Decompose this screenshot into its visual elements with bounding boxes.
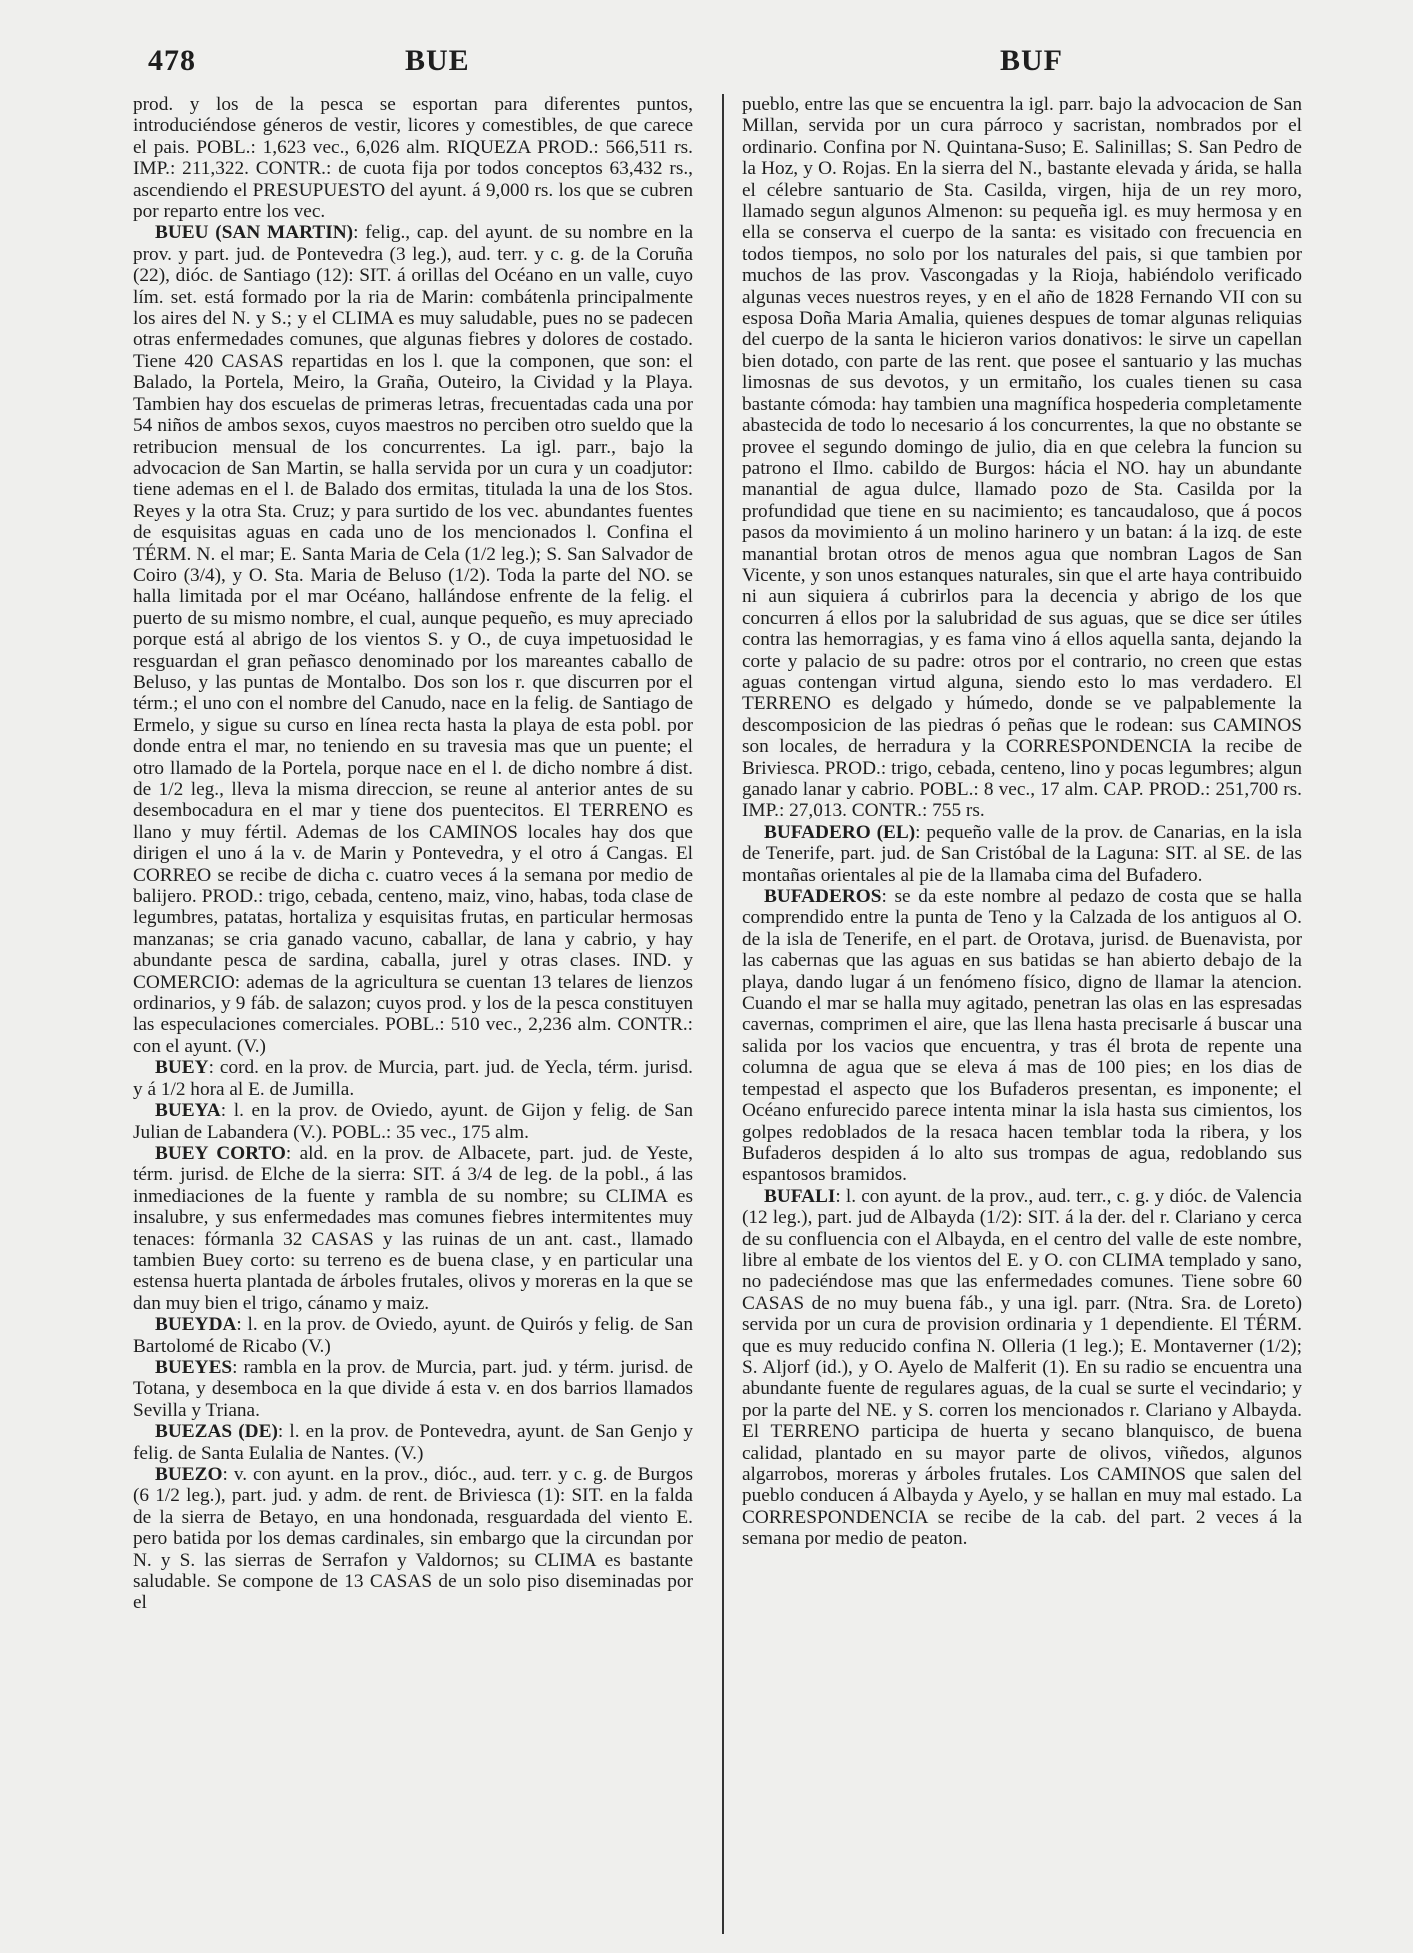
entry-bueyda — [133, 1314, 693, 1357]
entry-text: : l. en la prov. de Oviedo, ayunt. de Gijon y felig. de San Julian de Labandera (V.). POBL.: 35 vec., 175 alm. — [133, 1100, 693, 1143]
entry-text: : v. con ayunt. en la prov., dióc., aud. terr. y c. g. de Burgos (6 1/2 leg.), part. jud. y adm. de rent. de Briviesca (1): SIT. en la falda de la sierra de Betayo, en una hondonada, resguardada del viento E. pero batida por los demas cardinales, sin embargo que la circundan por N. y S. las sierras de Serrafon y Valdornos; su CLIMA es bastante saludable. Se compone de 13 CASAS de un solo piso diseminadas por el — [133, 1464, 693, 1614]
right-running-head: BUF — [1000, 44, 1063, 77]
entry-text: : se da este nombre al pedazo de costa que se halla comprendido entre la punta de Teno y la Calzada de los antiguos al O. de la isla de Tenerife, en el part. de Orotava, jurisd. de Buenavista, por las cabernas que las aguas en sus batidas se han abierto debajo de la playa, dando lugar á un fenómeno físico, digno de llamar la atencion. Cuando el mar se halla muy agitado, penetran las olas en las espresadas cavernas, comprimen el aire, que las llena hasta precisarle á buscar una salida por los vacios que encuentra, y tras él brota de repente una columna de agua que se eleva á mas de 100 pies; en los dias de tempestad el aspecto que los Bufaderos presentan, es imponente; el Océano enfurecido parece intenta minar la isla hasta sus cimientos, los golpes redoblados de la resaca hacen temblar toda la ribera, y los Bufaderos despiden á lo alto sus trompas de agua, redoblando sus espantosos bramidos. — [742, 886, 1302, 1186]
left-running-head: BUE — [405, 44, 470, 77]
entry-buey — [133, 1057, 693, 1100]
entry-text: : ald. en la prov. de Albacete, part. jud. de Yeste, térm. jurisd. de Elche de la sierra: SIT. á 3/4 de leg. de la pobl., á las inmediaciones de la fuente y rambla de su nombre; su CLIMA es insalubre, y sus enfermedades mas comunes fiebres intermitentes muy tenaces: fórmanla 32 CASAS y las ruinas de un ant. cast., llamado tambien Buey corto: su terreno es de buena clase, y en particular una estensa huerta plantada de árboles frutales, olivos y moreras en la que se dan muy bien el trigo, cánamo y maiz. — [133, 1142, 693, 1314]
entry-headword: BUEZAS (DE) — [155, 1421, 278, 1443]
entry-headword: BUFADEROS — [764, 886, 882, 908]
entry-text: : rambla en la prov. de Murcia, part. jud. y térm. jurisd. de Totana, y desemboca en la que divide á esta v. en dos barrios llamados Sevilla y Triana. — [133, 1356, 693, 1421]
entry-bufadero — [742, 822, 1302, 886]
entry-headword: BUEYDA — [155, 1314, 237, 1336]
entry-text: pueblo, entre las que se encuentra la igl. parr. bajo la advocacion de San Millan, servida por un cura párroco y sacristan, nombrados por el ordinario. Confina por N. Quintana-Suso; E. Salinillas; S. San Pedro de la Hoz, y O. Rojas. En la sierra del N., bastante elevada y árida, se halla el célebre santuario de Sta. Casilda, virgen, hija de un rey moro, llamado segun algunos Almenon: su pequeña igl. es muy hermosa y en ella se conserva el cuerpo de la santa: es visitado con frecuencia en todos tiempos, no solo por los naturales del pais, si que tambien por muchos de las prov. Vascongadas y la Rioja, habiéndolo verificado algunas veces nuestros reyes, y en el año de 1828 Fernando VII con su esposa Doña Maria Amalia, quienes despues de tomar algunas reliquias del cuerpo de la santa le hicieron varios donativos: le sirve un capellan bien dotado, con parte de las rent. que posee el santuario y las muchas limosnas de sus devotos, y un ermitaño, los cuales tienen su casa bastante cómoda: hay tambien una magnífica hospederia completamente abastecida de todo lo necesario á los concurrentes, la que no obstante se provee el segundo domingo de julio, dia en que celebra la funcion su patrono el Ilmo. cabildo de Burgos: hácia el NO. hay un abundante manantial de agua dulce, llamado pozo de Sta. Casilda por la profundidad que tiene en su nacimiento; es tancaudaloso, que á pocos pasos da movimiento á un molino harinero y un batan: á la izq. de este manantial brotan otros de menos agua que nombran Lagos de San Vicente, y son unos estanques naturales, sin que el arte haya contribuido ni aun siquiera á cubrirlos para la decencia y abrigo de los que concurren á ellos por la salubridad de sus aguas, que se dice ser útiles contra las hemorragias, y es fama vino á ellos aquella santa, dejando la corte y palacio de su padre: otros por el contrario, no creen que estas aguas contengan virtud alguna, siendo esto lo mas verdadero. El TERRENO es delgado y húmedo, donde se ve palpablemente la descomposicion de las piedras ó peñas que le rodean: sus CAMINOS son locales, de herradura y la CORRESPONDENCIA la recibe de Briviesca. PROD.: trigo, cebada, centeno, lino y pocas legumbres; algun ganado lanar y cabrio. POBL.: 8 vec., 17 alm. CAP. PROD.: 251,700 rs. IMP.: 27,013. CONTR.: 755 rs. — [742, 94, 1302, 822]
entry-bueya — [133, 1100, 693, 1143]
entry-headword: BUEZO — [155, 1464, 223, 1485]
entry-headword: BUFALI — [764, 1185, 836, 1207]
entry-buey-corto — [133, 1143, 693, 1314]
entry-buezas — [133, 1421, 693, 1464]
entry-text: : pequeño valle de la prov. de Canarias, en la isla de Tenerife, part. jud. de San Cristóbal de la Laguna: SIT. al SE. de las montañas orientales al pie de la llamaba cima del Bufadero. — [742, 821, 1302, 886]
entry-continuation — [133, 94, 693, 222]
entry-text: : cord. en la prov. de Murcia, part. jud. de Yecla, térm. jurisd. y á 1/2 hora al E. de Jumilla. — [133, 1057, 693, 1100]
entry-text: : l. con ayunt. de la prov., aud. terr., c. g. y dióc. de Valencia (12 leg.), part. jud de Albayda (1/2): SIT. á la der. del r. Clariano y cerca de su confluencia con el Albayda, en el centro del valle de este nombre, libre al embate de los vientos del E. y O. con CLIMA templado y sano, no padeciéndose mas que las enfermedades comunes. Tiene sobre 60 CASAS de no muy buena fáb., y una igl. parr. (Ntra. Sra. de Loreto) servida por un cura de provision ordinaria y 1 dependiente. El TÉRM. que es muy reducido confina N. Olleria (1 leg.); E. Montaverner (1/2); S. Aljorf (id.), y O. Ayelo de Malferit (1). En su radio se encuentra una abundante fuente de regulares aguas, de la cual se surte el vecindario; y por la parte del NE. y S. corren los mencionados r. Clariano y Albayda. El TERRENO participa de huerta y secano blanquisco, de buena calidad, plantado en su mayor parte de olivos, viñedos, algunos algarrobos, moreras y árboles frutales. Los CAMINOS que salen del pueblo conducen á Albayda y Ayelo, y se hallan en muy mal estado. La CORRESPONDENCIA se recibe de la cab. del part. 2 veces á la semana por medio de peaton. — [742, 1185, 1302, 1550]
page-header — [0, 44, 1413, 94]
entry-headword: BUEY CORTO — [155, 1142, 286, 1164]
entry-headword: BUFADERO (EL) — [764, 821, 916, 843]
right-column — [742, 94, 1302, 1934]
entry-headword: BUEYES — [155, 1356, 233, 1378]
column-divider — [722, 94, 724, 1934]
entry-bufali — [742, 1186, 1302, 1550]
entry-buezo — [133, 1464, 693, 1614]
entry-text: prod. y los de la pesca se esportan para diferentes puntos, introduciéndose géneros de vestir, licores y comestibles, de que carece el pais. POBL.: 1,623 vec., 6,026 alm. RIQUEZA PROD.: 566,511 rs. IMP.: 211,322. CONTR.: de cuota fija por todos conceptos 63,432 rs., ascendiendo el PRESUPUESTO del ayunt. á 9,000 rs. los que se cubren por reparto entre los vec. — [133, 94, 693, 223]
entry-bufaderos — [742, 886, 1302, 1186]
entry-headword: BUEYA — [155, 1100, 221, 1122]
entry-bueyes — [133, 1357, 693, 1421]
entry-continuation — [742, 94, 1302, 822]
page-number: 478 — [148, 44, 196, 77]
entry-bueu — [133, 222, 693, 1057]
entry-headword: BUEU (SAN MARTIN) — [155, 222, 354, 244]
left-column — [133, 94, 693, 1934]
entry-text: : l. en la prov. de Pontevedra, ayunt. de San Genjo y felig. de Santa Eulalia de Nantes. (V.) — [133, 1421, 693, 1464]
entry-text: : felig., cap. del ayunt. de su nombre en la prov. y part. jud. de Pontevedra (3 leg.), aud. terr. y c. g. de la Coruña (22), dióc. de Santiago (12): SIT. á orillas del Océano en un valle, cuyo lím. set. está formado por la ria de Marin: combátenla principalmente los aires del N. y S.; y el CLIMA es muy saludable, pues no se padecen otras enfermedades comunes, que algunas fiebres y dolores de costado. Tiene 420 CASAS repartidas en los l. que la componen, que son: el Balado, la Portela, Meiro, la Graña, Outeiro, la Cividad y la Playa. Tambien hay dos escuelas de primeras letras, frecuentadas cada una por 54 niños de ambos sexos, cuyos maestros no perciben otro sueldo que la retribucion mensual de los concurrentes. La igl. parr., bajo la advocacion de San Martin, se halla servida por un cura y un coadjutor: tiene ademas en el l. de Balado dos ermitas, titulada la una de los Stos. Reyes y la otra Sta. Cruz; y para surtido de los vec. abundantes fuentes de esquisitas aguas en cada uno de los mencionados l. Confina el TÉRM. N. el mar; E. Santa Maria de Cela (1/2 leg.); S. San Salvador de Coiro (3/4), y O. Sta. Maria de Beluso (1/2). Toda la parte del NO. se halla limitada por el mar Océano, hallándose enfrente de la felig. el puerto de su mismo nombre, el cual, aunque pequeño, es muy apreciado porque está al abrigo de los vientos S. y O., de cuya impetuosidad le resguardan el gran peñasco denominado por los mareantes caballo de Beluso, y las puntas de Montalbo. Dos son los r. que discurren por el térm.; el uno con el nombre del Canudo, nace en la felig. de Santiago de Ermelo, y sigue su curso en línea recta hasta la playa de esta pobl. por donde entra el mar, no teniendo en su travesia mas que un puente; el otro llamado de la Portela, porque nace en el l. de dicho nombre á dist. de 1/2 leg., lleva la misma direccion, se reune al anterior antes de su desembocadura en el mar y tiene dos puentecitos. El TERRENO es llano y muy fértil. Ademas de los CAMINOS locales hay dos que dirigen el uno á la v. de Marin y Pontevedra, y el otro á Cangas. El CORREO se recibe de dicha c. cuatro veces á la semana por medio de balijero. PROD.: trigo, cebada, centeno, maiz, vino, habas, toda clase de legumbres, patatas, hortaliza y esquisitas frutas, en particular hermosas manzanas; se cria ganado vacuno, caballar, de lana y cabrio, y hay abundante pesca de sardina, caballa, jurel y otras clases. IND. y COMERCIO: ademas de la agricultura se cuentan 13 telares de lienzos ordinarios, y 9 fáb. de salazon; cuyos prod. y los de la pesca constituyen las especulaciones comerciales. POBL.: 510 vec., 2,236 alm. CONTR.: con el ayunt. (V.) — [133, 222, 693, 1057]
entry-text: : l. en la prov. de Oviedo, ayunt. de Quirós y felig. de San Bartolomé de Ricabo (V.) — [133, 1314, 693, 1357]
entry-headword: BUEY — [155, 1057, 209, 1079]
